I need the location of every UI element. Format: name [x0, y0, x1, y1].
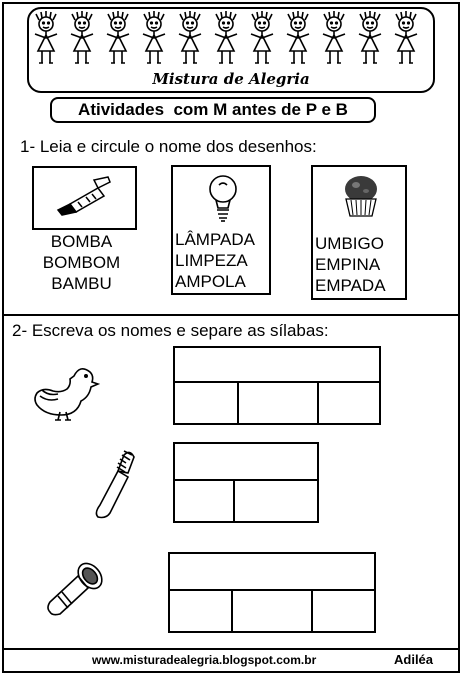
word-option[interactable]: BAMBU	[51, 274, 112, 293]
word-option[interactable]: AMPOLA	[175, 272, 246, 291]
footer-divider	[2, 648, 460, 650]
word-list-1	[34, 231, 129, 294]
comb-icon	[90, 447, 136, 523]
syllable-grid-2	[173, 442, 319, 523]
word-list-2	[175, 229, 269, 292]
word-option[interactable]: LIMPEZA	[175, 251, 248, 270]
worksheet-title: Atividades com M antes de P e B	[50, 97, 376, 123]
syllable-grid-1	[173, 346, 381, 425]
kids-row-illustration	[31, 10, 431, 70]
question-1: 1- Leia e circule o nome dos desenhos:	[20, 137, 317, 156]
word-option[interactable]: EMPADA	[315, 276, 386, 295]
word-option[interactable]: EMPINA	[315, 255, 381, 274]
lightbulb-icon	[205, 173, 241, 225]
word-option[interactable]: UMBIGO	[315, 234, 384, 253]
picture-box-2	[171, 165, 271, 295]
picture-box-3	[311, 165, 407, 300]
cupcake-icon	[341, 173, 381, 219]
candy-icon	[34, 168, 135, 228]
footer-url[interactable]: www.misturadealegria.blogspot.com.br	[92, 653, 317, 667]
word-option[interactable]: BOMBA	[50, 232, 113, 251]
word-option[interactable]: BOMBOM	[42, 253, 121, 272]
question-2: 2- Escreva os nomes e separe as sílabas:	[12, 321, 329, 340]
word-list-3	[315, 233, 405, 296]
word-option[interactable]: LÂMPADA	[175, 230, 255, 249]
section-divider	[2, 314, 460, 316]
picture-box-1	[32, 166, 137, 230]
syllable-grid-3	[168, 552, 376, 633]
chick-icon	[28, 362, 100, 422]
footer-author: Adiléa	[394, 652, 434, 667]
flashlight-icon	[44, 560, 110, 622]
brand-name: Mistura de Alegria	[152, 70, 310, 88]
